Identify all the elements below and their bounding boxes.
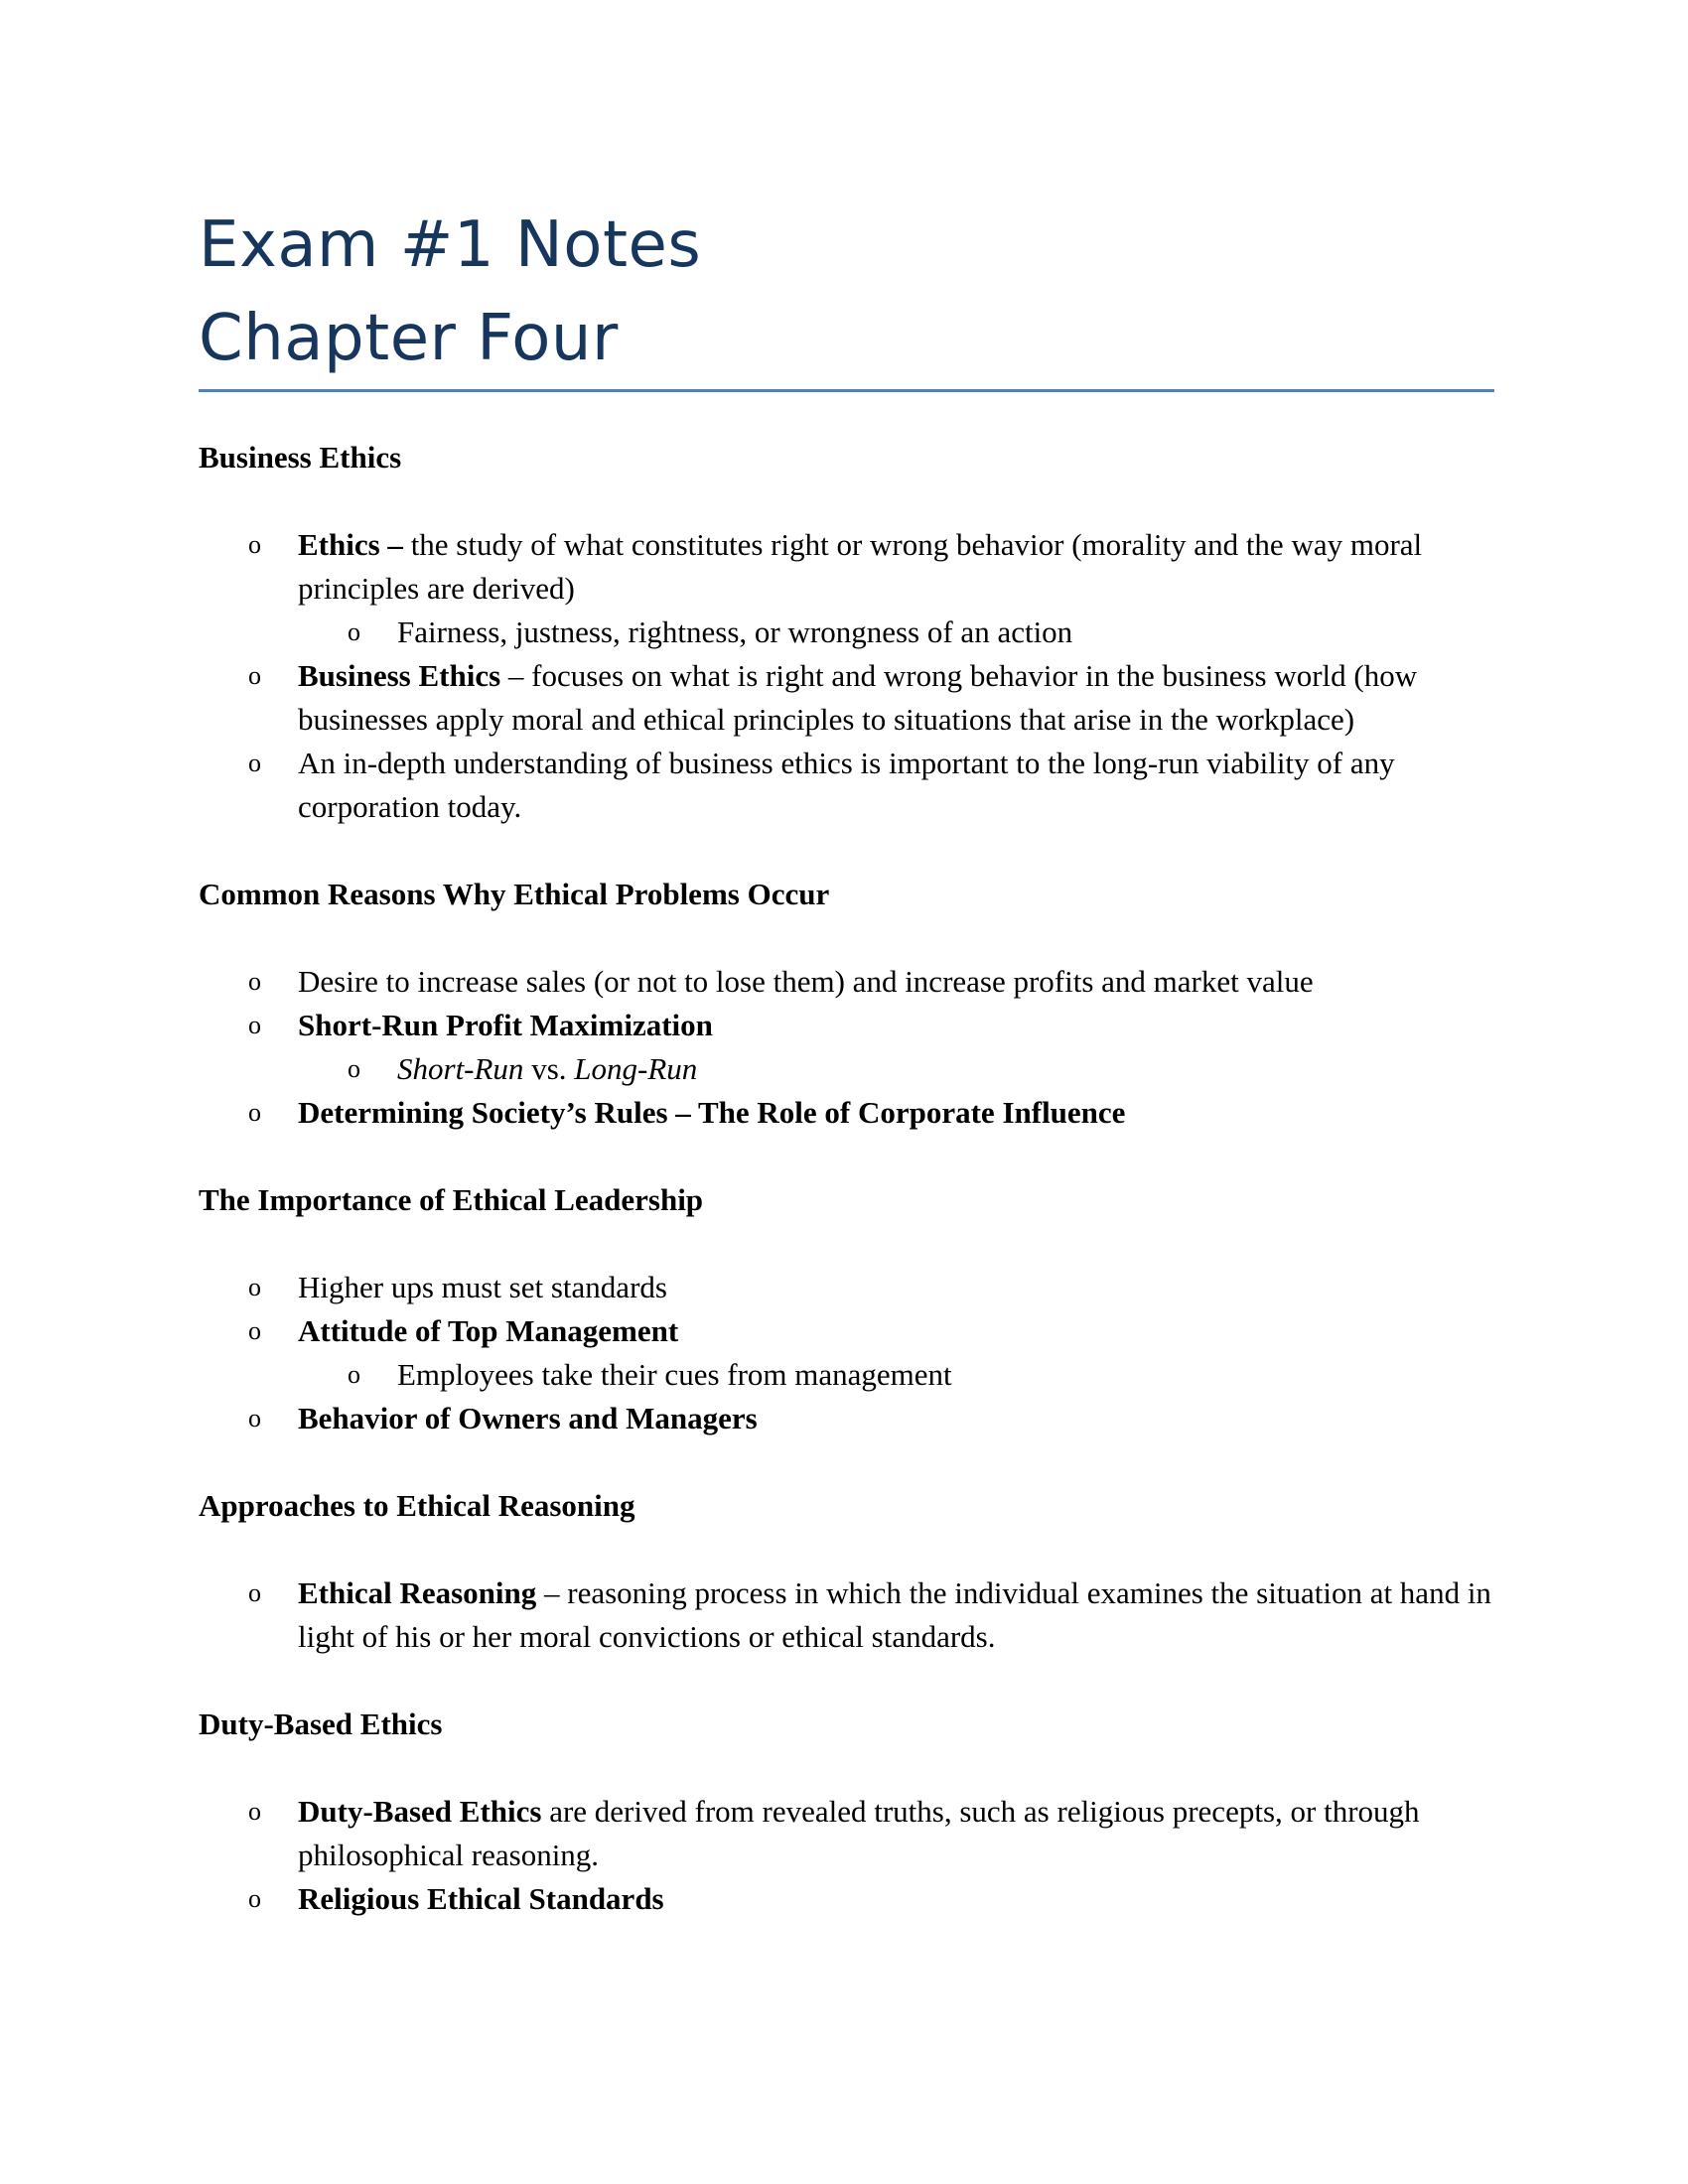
sub-list (298, 1353, 1494, 1397)
document-page (199, 199, 1494, 1921)
list-item (199, 960, 1494, 1004)
bullet-marker: o (348, 1054, 360, 1083)
term: Determining Society’s Rules – The Role of Corporate Influence (298, 1095, 1126, 1130)
bullet-marker: o (248, 1316, 261, 1345)
bullet-marker: o (248, 1578, 261, 1607)
term: Short-Run Profit Maximization (298, 1008, 713, 1042)
sub-list (298, 1047, 1494, 1091)
list-item (199, 1266, 1494, 1309)
list-item (199, 1309, 1494, 1397)
term: Religious Ethical Standards (298, 1881, 664, 1916)
bullet-marker: o (348, 617, 360, 646)
title-line-1: Exam #1 Notes (199, 208, 702, 282)
section-heading: The Importance of Ethical Leadership (199, 1182, 704, 1217)
bullet-marker: o (248, 749, 261, 777)
sub-list (298, 611, 1494, 654)
title-block (199, 199, 1494, 392)
section-heading: Business Ethics (199, 440, 402, 475)
bullet-list (199, 960, 1494, 1135)
bullet-marker: o (248, 1011, 261, 1039)
section-business-ethics (199, 436, 1494, 829)
definition: – reasoning process in which the individual examines the situation at hand in light of his or her moral convictions or ethical standards. (298, 1575, 1491, 1654)
sub-item-text: Employees take their cues from management (397, 1357, 952, 1392)
bullet-list (199, 1571, 1494, 1659)
bullet-marker: o (248, 1404, 261, 1433)
sub-list-item (298, 611, 1494, 654)
versus-text: vs. (523, 1051, 575, 1086)
bullet-marker: o (248, 1098, 261, 1127)
section-heading: Approaches to Ethical Reasoning (199, 1488, 635, 1523)
definition: – focuses on what is right and wrong behavior in the business world (how businesses apply moral and ethical principles to situations that arise in the workplace) (298, 658, 1418, 737)
bullet-list (199, 1790, 1494, 1921)
definition: the study of what constitutes right or wrong behavior (morality and the way moral principles are derived) (298, 527, 1423, 606)
definition: are derived from revealed truths, such as religious precepts, or through philosophical reasoning. (298, 1794, 1420, 1872)
section-common-reasons (199, 873, 1494, 1135)
list-item (199, 1091, 1494, 1135)
section-heading: Common Reasons Why Ethical Problems Occur (199, 877, 830, 911)
list-item (199, 1004, 1494, 1091)
term: Ethical Reasoning (298, 1575, 537, 1610)
long-run-text: Long-Run (574, 1051, 698, 1086)
list-item (199, 523, 1494, 654)
bullet-list (199, 523, 1494, 829)
term: Duty-Based Ethics (298, 1794, 542, 1829)
section-heading: Duty-Based Ethics (199, 1706, 443, 1741)
bullet-marker: o (248, 1797, 261, 1826)
sub-list-item (298, 1353, 1494, 1397)
section-ethical-reasoning (199, 1484, 1494, 1659)
bullet-marker: o (248, 967, 261, 996)
section-duty-based-ethics (199, 1703, 1494, 1921)
item-text: Higher ups must set standards (298, 1270, 667, 1304)
item-text: An in-depth understanding of business ethics is important to the long-run viability of any corporation today. (298, 746, 1395, 824)
bullet-marker: o (248, 530, 261, 559)
bullet-marker: o (248, 661, 261, 690)
bullet-marker: o (348, 1360, 360, 1389)
list-item (199, 1790, 1494, 1877)
list-item (199, 654, 1494, 742)
list-item (199, 1571, 1494, 1659)
sub-item-text: Fairness, justness, rightness, or wrongness of an action (397, 614, 1073, 649)
short-run-text: Short-Run (397, 1051, 524, 1086)
item-text: Desire to increase sales (or not to lose them) and increase profits and market value (298, 964, 1314, 999)
title-line-2: Chapter Four (199, 302, 619, 375)
term: Attitude of Top Management (298, 1313, 679, 1348)
list-item (199, 1877, 1494, 1921)
bullet-marker: o (248, 1273, 261, 1301)
term: Behavior of Owners and Managers (298, 1401, 758, 1435)
bullet-marker: o (248, 1884, 261, 1913)
list-item (199, 742, 1494, 829)
sub-list-item (298, 1047, 1494, 1091)
list-item (199, 1397, 1494, 1440)
title-divider (199, 389, 1494, 392)
term: Business Ethics (298, 658, 501, 693)
term: Ethics – (298, 527, 403, 562)
section-ethical-leadership (199, 1178, 1494, 1440)
bullet-list (199, 1266, 1494, 1440)
